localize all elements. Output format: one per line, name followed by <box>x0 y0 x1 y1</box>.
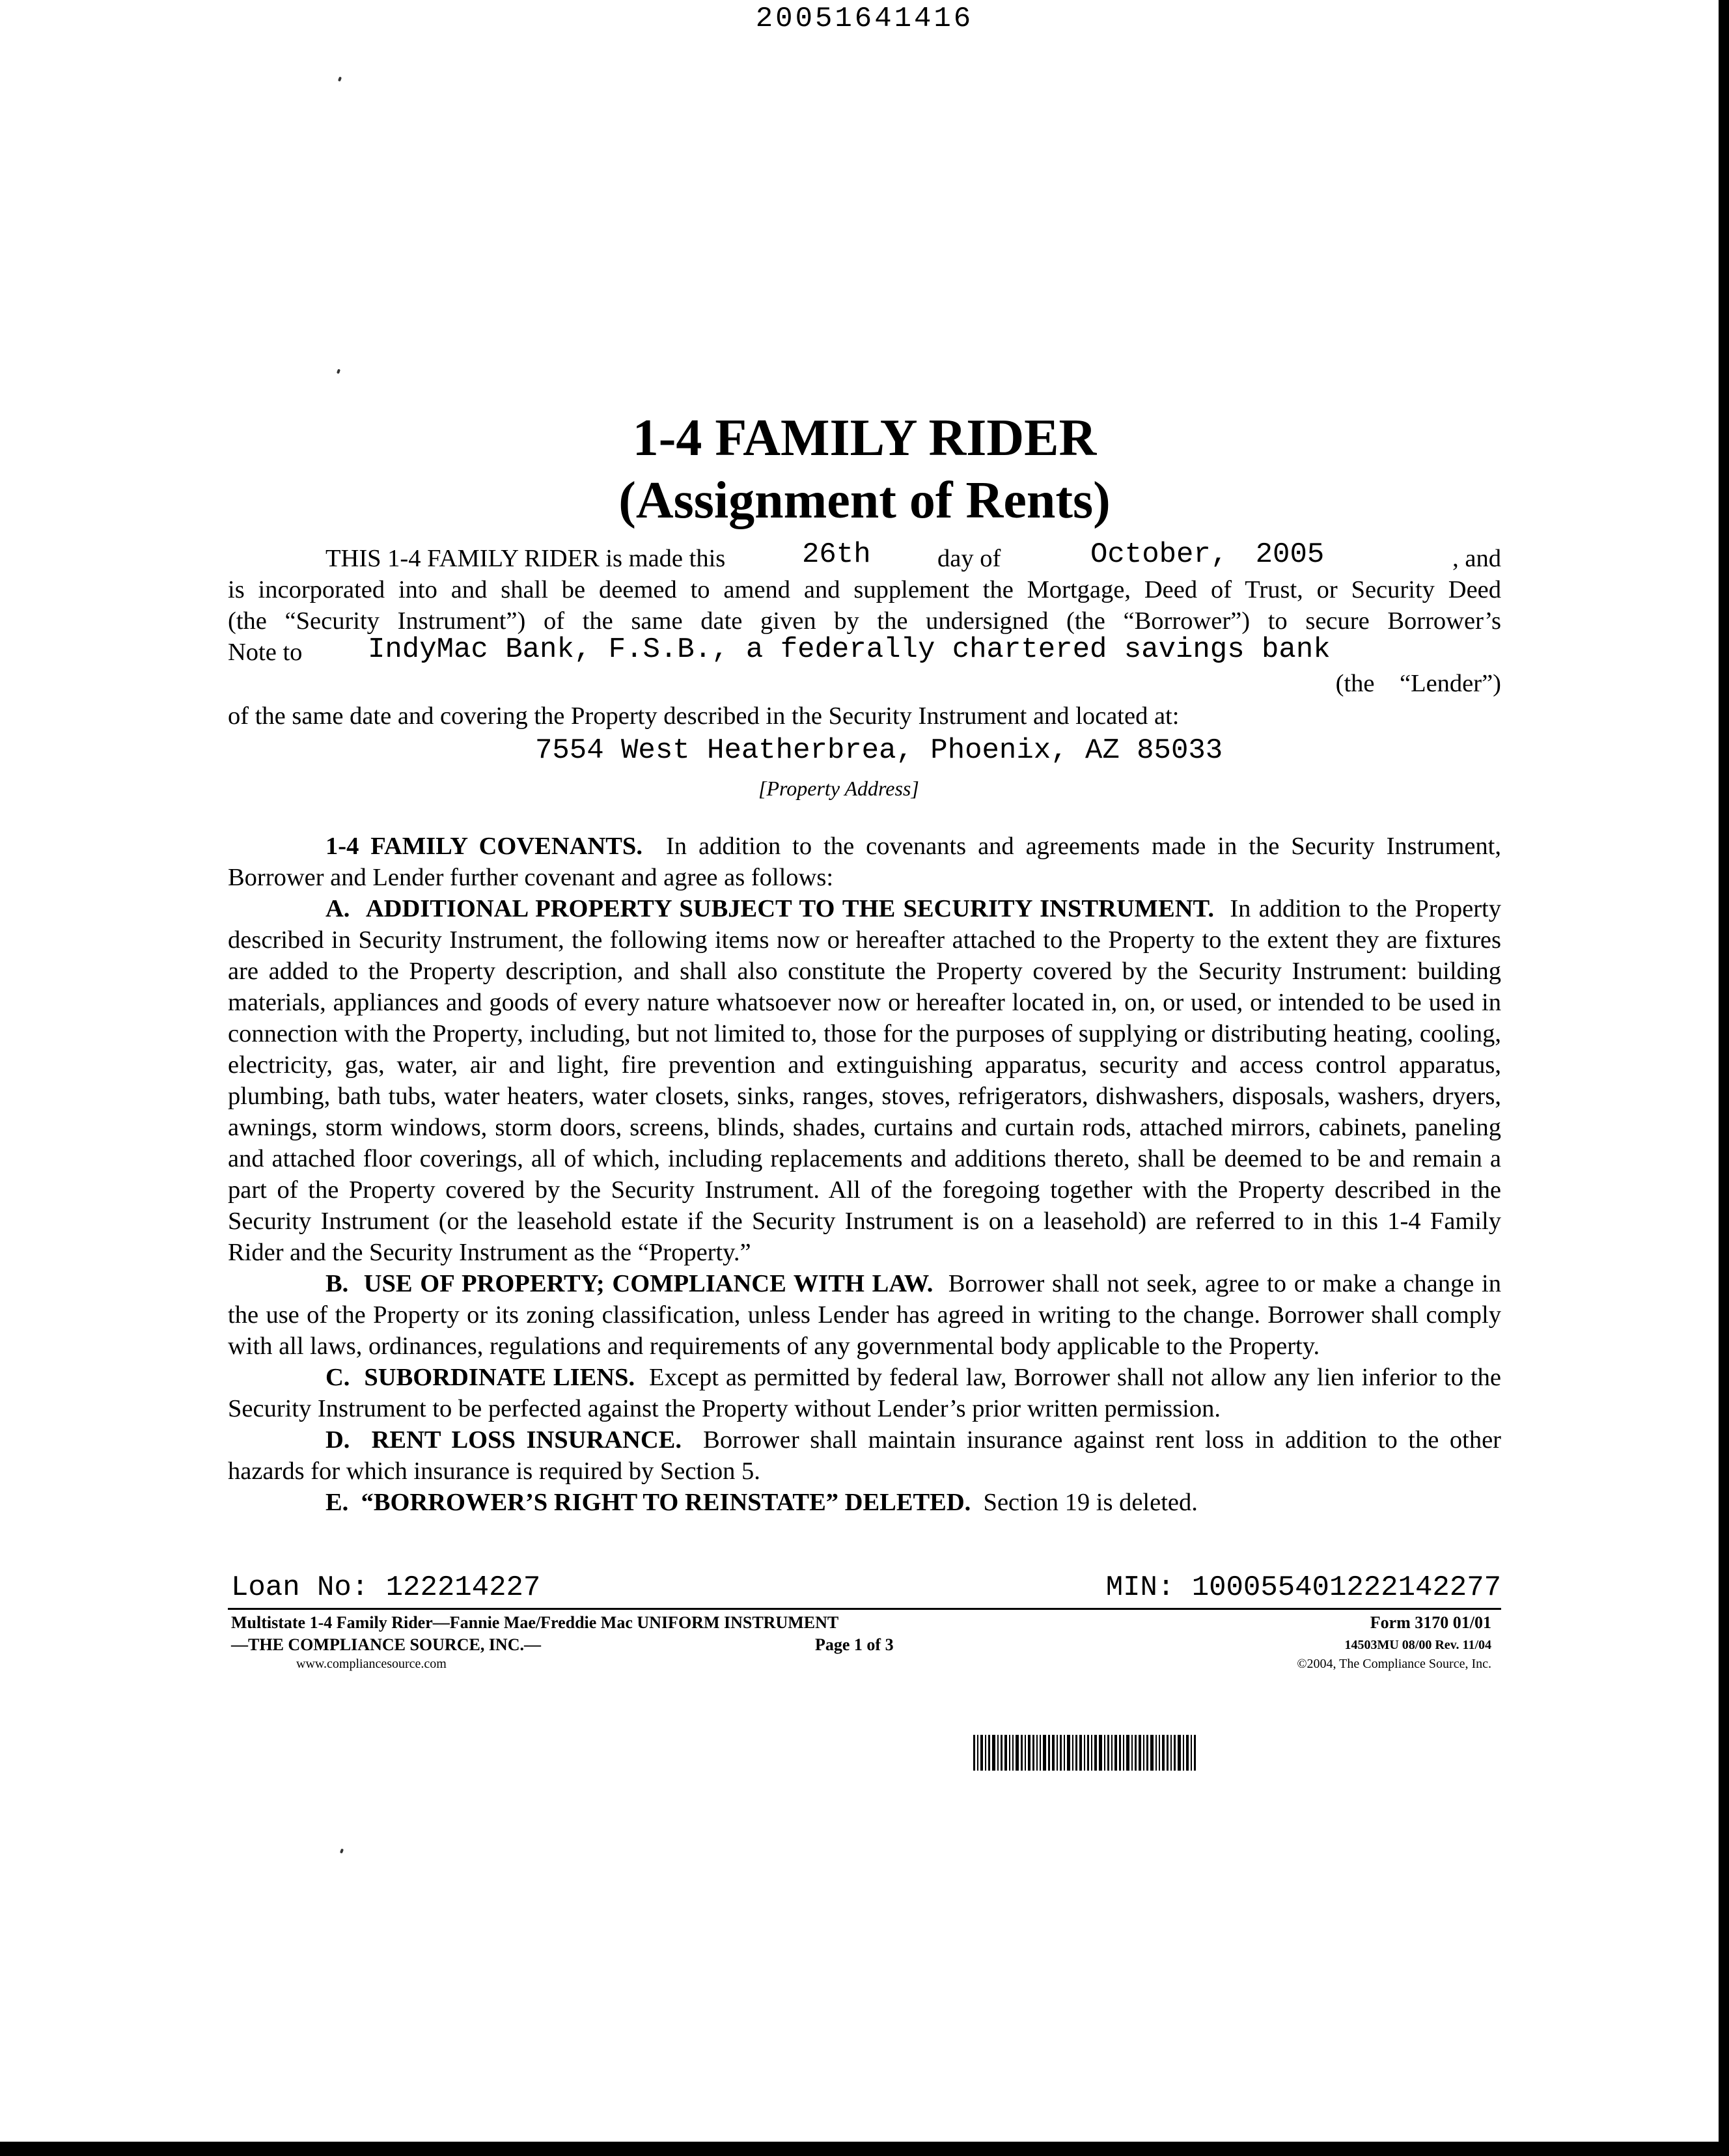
barcode-bar <box>980 1735 983 1771</box>
section-b-heading: USE OF PROPERTY; COMPLIANCE WITH LAW. <box>363 1270 934 1297</box>
barcode-bar <box>1159 1735 1160 1771</box>
barcode-bar <box>985 1735 986 1771</box>
covenants-body <box>228 831 1501 1518</box>
barcode-bar <box>1087 1735 1089 1771</box>
title-line-2: (Assignment of Rents) <box>618 472 1111 529</box>
barcode-bar <box>1040 1735 1041 1771</box>
barcode-bar <box>1079 1735 1082 1771</box>
barcode-bar <box>992 1735 995 1771</box>
barcode-bar <box>1091 1735 1092 1771</box>
barcode-bar <box>1001 1735 1003 1771</box>
barcode-bar <box>1114 1735 1117 1771</box>
rider-day: 26th <box>802 538 871 571</box>
document-number: 20051641416 <box>755 3 974 35</box>
barcode-bar <box>1191 1735 1192 1771</box>
intro-line-6: of the same date and covering the Property described in the Security Instrument and located at: <box>228 702 1180 730</box>
company-name: —THE COMPLIANCE SOURCE, INC.— <box>231 1635 541 1654</box>
barcode-bar <box>1123 1735 1124 1771</box>
barcode-bar <box>1111 1735 1113 1771</box>
barcode-bar <box>1084 1735 1085 1771</box>
section-d-text: Borrower shall maintain insurance against rent loss in addition to the other hazards for which insurance is required by Section 5. <box>228 1426 1501 1485</box>
barcode-bar <box>1028 1735 1030 1771</box>
lender-name: IndyMac Bank, F.S.B., a federally chartered savings bank <box>368 633 1331 666</box>
barcode-bar <box>1194 1735 1196 1771</box>
company-website: www.compliancesource.com <box>296 1657 447 1671</box>
form-code: 14503MU 08/00 Rev. 11/04 <box>1344 1638 1491 1652</box>
page-number: Page 1 of 3 <box>815 1635 894 1654</box>
barcode-bar <box>1162 1735 1165 1771</box>
barcode-bar <box>1104 1735 1105 1771</box>
scan-edge-right <box>1719 0 1729 2156</box>
intro-note-to: Note to <box>228 639 303 666</box>
section-a <box>228 893 1501 1268</box>
barcode-bar <box>1146 1735 1148 1771</box>
barcode-bar <box>1060 1735 1062 1771</box>
barcode-bar <box>1043 1735 1046 1771</box>
min-number <box>1106 1571 1501 1604</box>
intro-pre-day: THIS 1-4 FAMILY RIDER is made this <box>325 545 726 572</box>
section-c-text: Except as permitted by federal law, Borrower shall not allow any lien inferior to the Security Instrument to be perfected against the Property without Lender’s prior written permission. <box>228 1364 1501 1422</box>
intro-line-3: (the “Security Instrument”) of the same date given by the undersigned (the “Borrower”) to secure Borrower’s <box>228 607 1501 635</box>
property-address: 7554 West Heatherbrea, Phoenix, AZ 85033 <box>535 734 1223 767</box>
barcode-bar <box>1052 1735 1055 1771</box>
section-a-heading: ADDITIONAL PROPERTY SUBJECT TO THE SECURITY INSTRUMENT. <box>365 895 1214 922</box>
scan-speck <box>340 1849 344 1854</box>
barcode-bar <box>1107 1735 1109 1771</box>
barcode-bar <box>1036 1735 1038 1771</box>
barcode-bar <box>1067 1735 1070 1771</box>
intro-day-of: day of <box>937 545 1001 572</box>
barcode-bar <box>1012 1735 1014 1771</box>
covenants-intro-heading: 1-4 FAMILY COVENANTS. <box>325 833 643 860</box>
intro-line-2: is incorporated into and shall be deemed to amend and supplement the Mortgage, Deed of Trust, or Security Deed <box>228 576 1501 603</box>
barcode-bar <box>1155 1735 1157 1771</box>
barcode-bar <box>1064 1735 1065 1771</box>
section-b <box>228 1268 1501 1362</box>
document-title <box>0 407 1729 532</box>
form-number: Form 3170 01/01 <box>1370 1613 1491 1632</box>
section-c <box>228 1362 1501 1424</box>
covenants-intro-text: In addition to the covenants and agreements made in the Security Instrument, Borrower and Lender further covenant and agree as follows: <box>228 833 1501 891</box>
section-e-letter: E. <box>325 1489 349 1516</box>
section-a-text: In addition to the Property described in Security Instrument, the following items now or hereafter attached to the Property to the extent they are fixtures are added to the Property description, and shall also constitute the Property covered by the Security Instrument: building materials, appliances and goods of every nature whatsoever now or hereafter located in, on, or used, or intended to be used in connection with the Property, including, but not limited to, those for the purposes of supplying or distributing heating, cooling, electricity, gas, water, air and light, fire prevention and extinguishing apparatus, security and access control apparatus, plumbing, bath tubs, water heaters, water closets, sinks, ranges, stoves, refrigerators, dishwashers, disposals, washers, dryers, awnings, storm windows, storm doors, screens, blinds, shades, curtains and curtain rods, attached mirrors, cabinets, paneling and attached floor coverings, all of which, including replacements and additions thereto, shall be deemed to be and remain a part of the Property covered by the Security Instrument. All of the foregoing together with the Property described in the Security Instrument (or the leasehold estate if the Security Instrument is on a leasehold) are referred to in this 1-4 Family Rider and the Security Instrument as the “Property.” <box>228 895 1501 1266</box>
section-b-text: Borrower shall not seek, agree to or make a change in the use of the Property or its zoning classification, unless Lender has agreed in writing to the change. Borrower shall comply with all laws, ordinances, regulations and requirements of any governmental body applicable to the Property. <box>228 1270 1502 1360</box>
barcode-bar <box>997 1735 999 1771</box>
barcode-bar <box>1131 1735 1133 1771</box>
barcode-bar <box>1016 1735 1019 1771</box>
barcode-bar <box>1094 1735 1097 1771</box>
barcode-bar <box>1150 1735 1154 1771</box>
barcode-bar <box>1178 1735 1181 1771</box>
barcode <box>973 1735 1214 1771</box>
barcode-bar <box>1126 1735 1129 1771</box>
loan-number <box>231 1571 540 1604</box>
section-e-heading: “BORROWER’S RIGHT TO REINSTATE” DELETED. <box>361 1489 971 1516</box>
section-d <box>228 1424 1501 1487</box>
section-c-letter: C. <box>325 1364 350 1391</box>
section-a-letter: A. <box>325 895 350 922</box>
scan-speck <box>338 77 342 82</box>
barcode-bar <box>1119 1735 1121 1771</box>
barcode-bar <box>1139 1735 1141 1771</box>
property-address-label: [Property Address] <box>758 777 919 800</box>
section-b-letter: B. <box>325 1270 349 1297</box>
scan-edge-bottom <box>0 2142 1729 2156</box>
barcode-bar <box>1057 1735 1058 1771</box>
loan-number-label: Loan No: <box>231 1571 369 1604</box>
barcode-bar <box>1174 1735 1176 1771</box>
barcode-bar <box>1032 1735 1034 1771</box>
barcode-bar <box>1072 1735 1073 1771</box>
barcode-bar <box>977 1735 978 1771</box>
barcode-bar <box>1143 1735 1144 1771</box>
barcode-bar <box>988 1735 990 1771</box>
copyright: ©2004, The Compliance Source, Inc. <box>1297 1657 1491 1671</box>
barcode-bar <box>1186 1735 1189 1771</box>
section-c-heading: SUBORDINATE LIENS. <box>364 1364 635 1391</box>
barcode-bar <box>1021 1735 1023 1771</box>
min-value: 100055401222142277 <box>1191 1571 1501 1604</box>
barcode-bar <box>973 1735 975 1771</box>
barcode-bar <box>1170 1735 1172 1771</box>
min-label: MIN: <box>1105 1571 1175 1604</box>
intro-the-lender: (the “Lender”) <box>1335 670 1501 697</box>
barcode-bar <box>1183 1735 1184 1771</box>
section-d-heading: RENT LOSS INSURANCE. <box>371 1426 682 1454</box>
barcode-bar <box>1135 1735 1137 1771</box>
loan-number-value: 122214227 <box>385 1571 541 1604</box>
title-line-1: 1-4 FAMILY RIDER <box>632 409 1097 467</box>
barcode-bar <box>1099 1735 1102 1771</box>
section-e-text: Section 19 is deleted. <box>983 1489 1198 1516</box>
barcode-bar <box>1167 1735 1169 1771</box>
scan-speck <box>337 369 340 374</box>
barcode-bar <box>1009 1735 1010 1771</box>
rider-month-year: October, 2005 <box>1090 538 1325 571</box>
barcode-bar <box>1004 1735 1007 1771</box>
covenants-intro <box>228 831 1501 893</box>
section-d-letter: D. <box>325 1426 350 1454</box>
barcode-bar <box>1025 1735 1026 1771</box>
intro-and: , and <box>1452 545 1501 572</box>
barcode-bar <box>1048 1735 1050 1771</box>
form-title: Multistate 1-4 Family Rider—Fannie Mae/Freddie Mac UNIFORM INSTRUMENT <box>231 1613 839 1632</box>
barcode-bar <box>1075 1735 1077 1771</box>
footer-rule <box>228 1608 1501 1610</box>
section-e <box>228 1487 1501 1518</box>
